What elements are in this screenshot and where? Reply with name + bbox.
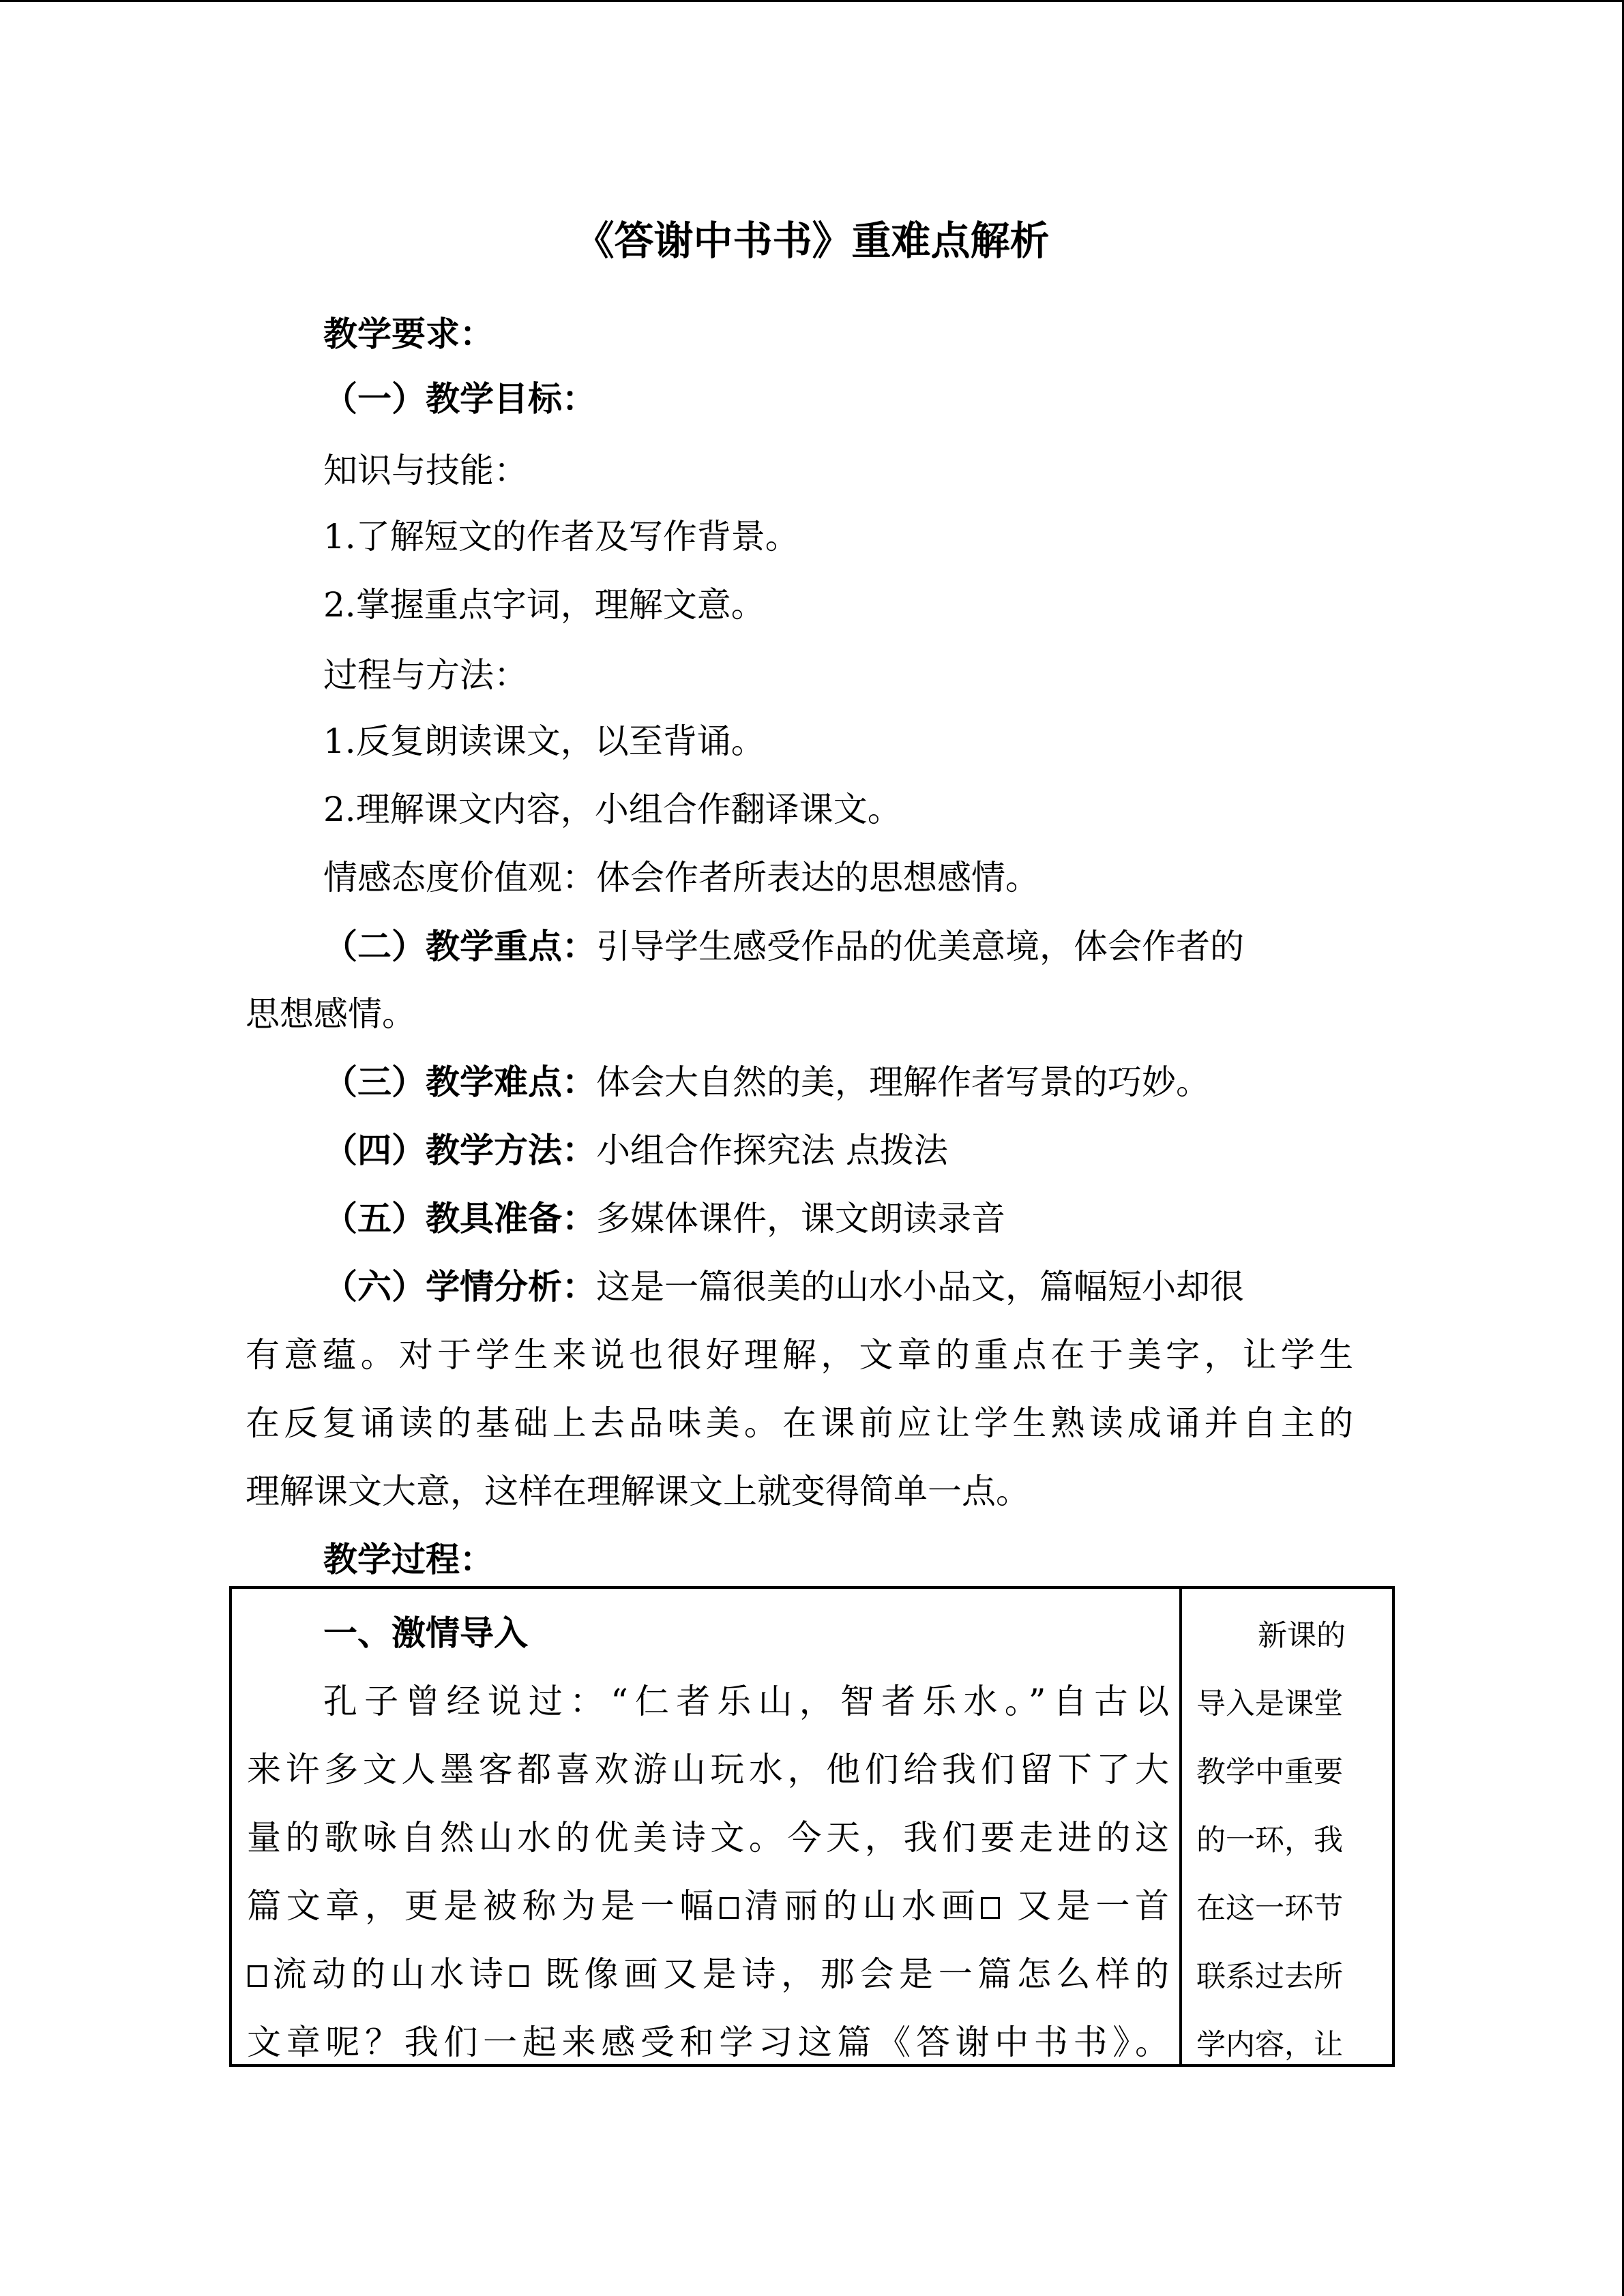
analysis-text-line: 有意蕴。对于学生来说也很好理解，文章的重点在于美字，让学生 (246, 1335, 1353, 1375)
method-text: 小组合作探究法 点拨法 (596, 1131, 948, 1170)
knowledge-label: 知识与技能： (323, 451, 528, 490)
section-title: 一、激情导入 (323, 1613, 528, 1653)
column-divider (1179, 1589, 1182, 2064)
difficulty-paragraph (323, 1058, 1210, 1106)
knowledge-item: 2.掌握重点字词，理解文意。 (323, 585, 765, 625)
missing-glyph-box (510, 1965, 529, 1987)
objectives-label: （一）教学目标： (323, 379, 596, 419)
process-item: 1.反复朗读课文，以至背诵。 (323, 721, 765, 761)
analysis-text-line: 理解课文大意，这样在理解课文上就变得简单一点。 (246, 1472, 1030, 1511)
body-fragment: 篇文章，更是被称为是一幅 (247, 1886, 719, 1926)
top-border (0, 0, 1624, 2)
process-label: 过程与方法： (323, 655, 528, 695)
analysis-paragraph (323, 1263, 1244, 1311)
tools-label: （五）教具准备： (323, 1199, 596, 1238)
focus-text-continued: 思想感情。 (246, 994, 416, 1034)
body-fragment: 又是一首 (1017, 1886, 1169, 1926)
emotion-objective: 情感态度价值观：体会作者所表达的思想感情。 (323, 858, 1039, 897)
side-note-line: 学内容，让 (1196, 2028, 1343, 2062)
body-line: 文章呢？我们一起来感受和学习这篇《答谢中书书》。 (247, 2023, 1169, 2062)
missing-glyph-box (248, 1965, 267, 1987)
tools-paragraph (323, 1195, 1005, 1242)
side-note-line: 的一环，我 (1196, 1823, 1343, 1858)
body-line: 量的歌咏自然山水的优美诗文。今天，我们要走进的这 (247, 1818, 1169, 1858)
difficulty-text: 体会大自然的美，理解作者写景的巧妙。 (596, 1062, 1210, 1102)
side-note-line: 导入是课堂 (1196, 1687, 1343, 1721)
analysis-text-line: 在反复诵读的基础上去品味美。在课前应让学生熟读成诵并自主的 (246, 1403, 1353, 1443)
knowledge-item: 1.了解短文的作者及写作背景。 (323, 517, 799, 556)
requirements-heading: 教学要求： (323, 314, 494, 354)
body-fragment: 清丽的山水画 (739, 1886, 981, 1926)
analysis-text: 这是一篇很美的山水小品文，篇幅短小却很 (596, 1267, 1244, 1307)
method-label: （四）教学方法： (323, 1131, 596, 1170)
focus-label: （二）教学重点： (323, 927, 596, 966)
focus-paragraph (323, 923, 1244, 970)
page-title: 《答谢中书书》重难点解析 (574, 218, 1050, 264)
teaching-process-table (229, 1586, 1395, 2067)
side-note-line: 新课的 (1258, 1619, 1346, 1653)
body-line: 孔子曾经说过：“仁者乐山，智者乐水。”自古以 (323, 1682, 1169, 1721)
missing-glyph-box (981, 1897, 1000, 1919)
difficulty-label: （三）教学难点： (323, 1062, 596, 1102)
process-heading: 教学过程： (323, 1540, 494, 1579)
method-paragraph (323, 1127, 948, 1174)
body-line (247, 1882, 1169, 1930)
body-line: 来许多文人墨客都喜欢游山玩水，他们给我们留下了大 (247, 1750, 1169, 1789)
body-fragment: 流动的山水诗 (267, 1954, 509, 1994)
body-line (247, 1950, 1169, 1998)
process-item: 2.理解课文内容，小组合作翻译课文。 (323, 790, 902, 829)
analysis-label: （六）学情分析： (323, 1267, 596, 1307)
body-fragment: 既像画又是诗，那会是一篇怎么样的 (545, 1954, 1169, 1994)
focus-text: 引导学生感受作品的优美意境，体会作者的 (596, 927, 1244, 966)
side-note-line: 在这一环节 (1196, 1892, 1343, 1926)
side-note-line: 联系过去所 (1196, 1960, 1343, 1994)
tools-text: 多媒体课件，课文朗读录音 (596, 1199, 1005, 1238)
side-note-line: 教学中重要 (1196, 1755, 1343, 1789)
missing-glyph-box (720, 1897, 739, 1919)
